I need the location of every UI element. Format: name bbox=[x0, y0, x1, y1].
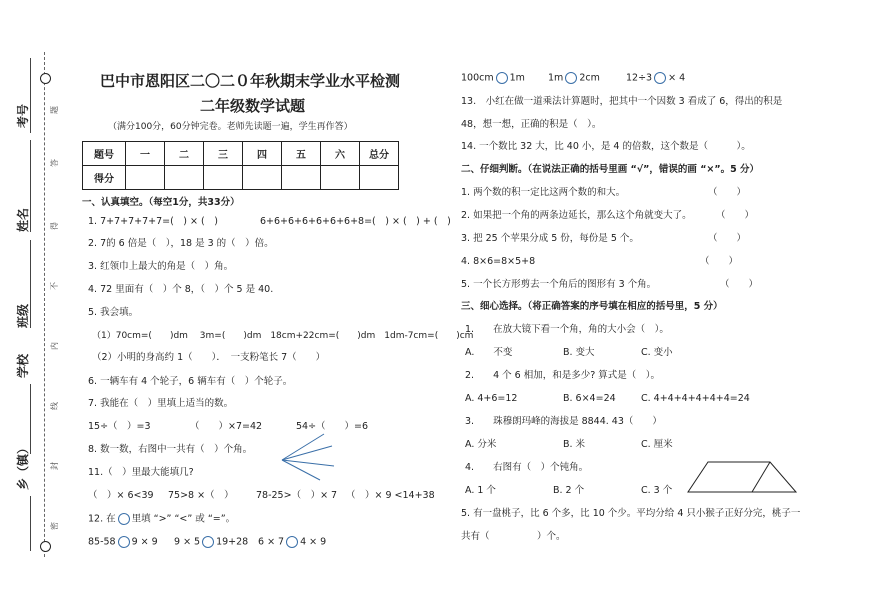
underline bbox=[30, 384, 32, 454]
section-2-title: 二、仔细判断。（在说法正确的括号里画 “√”，错误的画 “×”。5 分） bbox=[461, 164, 760, 175]
question-8: 8. 数一数，右图中一共有（ ）个角。 bbox=[88, 444, 253, 455]
question-11-3: 78-25>（ ）× 7 bbox=[256, 490, 338, 501]
ray bbox=[282, 446, 332, 460]
judge-5: 5. 一个长方形剪去一个角后的图形有 3 个角。 bbox=[461, 279, 657, 290]
judge-1-answer[interactable]: （ ） bbox=[708, 187, 747, 198]
compare-right: 1m bbox=[509, 72, 525, 84]
score-input-cell[interactable] bbox=[360, 166, 399, 190]
judge-1: 1. 两个数的积一定比这两个数的和大。 bbox=[461, 187, 626, 198]
question-11-1: （ ）× 6<39 bbox=[88, 490, 154, 501]
choice-4-a: A. 1 个 bbox=[465, 485, 496, 496]
choice-2: 2. 4 个 6 相加，和是多少? 算式是（ ）。 bbox=[465, 370, 661, 381]
choice-3-a: A. 分米 bbox=[465, 439, 497, 450]
dotted-char: 封 bbox=[50, 462, 59, 470]
question-4: 4. 72 里面有（ ）个 8，（ ）个 5 是 40. bbox=[88, 284, 274, 295]
question-7-2: （ ）×7=42 bbox=[190, 421, 263, 432]
compare-left: 9 × 5 bbox=[174, 536, 201, 548]
choice-3-b: B. 米 bbox=[563, 439, 586, 450]
underline bbox=[30, 496, 32, 551]
question-1a: 1. 7+7+7+7+7=( ) × ( ) bbox=[88, 216, 218, 227]
score-cell: 五 bbox=[282, 142, 321, 166]
question-7-1: 15÷（ ）=3 bbox=[88, 421, 151, 432]
score-cell: 得分 bbox=[83, 166, 126, 190]
question-13: 13. 小红在做一道乘法计算题时，把其中一个因数 3 看成了 6，得出的积是 bbox=[461, 96, 783, 107]
choice-1-b: B. 变大 bbox=[563, 347, 595, 358]
question-5: 5. 我会填。 bbox=[88, 307, 139, 318]
question-12-prefix: 12. 在 bbox=[88, 513, 116, 525]
score-table-header-row bbox=[83, 142, 399, 166]
choice-2-b: B. 6×4=24 bbox=[563, 393, 616, 404]
score-input-cell[interactable] bbox=[165, 166, 204, 190]
question-13-cont: 48，想一想，正确的积是（ ）。 bbox=[461, 119, 602, 130]
compare-row-1 bbox=[88, 536, 158, 549]
binding-hole bbox=[40, 73, 51, 84]
compare-row-6 bbox=[626, 72, 685, 85]
compare-right: 4 × 9 bbox=[300, 536, 327, 548]
question-5-right: 5. 有一盘桃子，比 6 个多，比 10 个少。平均分给 4 只小猴子正好分完，桃子一 bbox=[461, 508, 801, 519]
dotted-char: 内 bbox=[50, 342, 59, 350]
ray bbox=[282, 460, 320, 480]
dotted-char: 得 bbox=[50, 222, 59, 230]
choice-4-c: C. 3 个 bbox=[641, 485, 673, 496]
compare-right: × 4 bbox=[668, 72, 686, 84]
trapezoid-figure bbox=[686, 460, 798, 494]
compare-circle[interactable] bbox=[202, 536, 214, 548]
choice-1: 1. 在放大镜下看一个角，角的大小会（ ）。 bbox=[465, 324, 669, 335]
question-12-suffix: 里填 “>” “<” 或 “=”。 bbox=[131, 513, 236, 525]
compare-right: 9 × 9 bbox=[131, 536, 158, 548]
score-cell: 总分 bbox=[360, 142, 399, 166]
ray bbox=[282, 460, 334, 466]
choice-4-b: B. 2 个 bbox=[553, 485, 585, 496]
question-5-right-cont: 共有（ ）个。 bbox=[461, 531, 566, 542]
compare-right: 19+28 bbox=[216, 536, 249, 548]
exam-note: （满分100分，60分钟完卷。老师先读题一遍，学生再作答） bbox=[108, 122, 353, 132]
judge-4: 4. 8×6=8×5+8 bbox=[461, 256, 536, 267]
choice-2-c: C. 4+4+4+4+4+4=24 bbox=[641, 393, 750, 404]
score-table bbox=[82, 141, 399, 190]
compare-circle[interactable] bbox=[496, 72, 508, 84]
compare-circle[interactable] bbox=[118, 536, 130, 548]
question-6: 6. 一辆车有 4 个轮子，6 辆车有（ ）个轮子。 bbox=[88, 376, 293, 387]
question-2: 2. 7的 6 倍是（ ），18 是 3 的（ ）倍。 bbox=[88, 238, 274, 249]
question-11-4: （ ）× 9 <14+38 bbox=[346, 490, 435, 501]
question-1b: 6+6+6+6+6+6+6+8=( ) × ( ) + ( ) bbox=[260, 216, 451, 227]
score-cell: 题号 bbox=[83, 142, 126, 166]
label-name: 姓名 bbox=[16, 207, 30, 232]
score-input-cell[interactable] bbox=[282, 166, 321, 190]
dotted-char: 密 bbox=[50, 522, 59, 530]
compare-row-3 bbox=[258, 536, 326, 549]
judge-5-answer[interactable]: （ ） bbox=[720, 279, 759, 290]
question-5-2: （2）小明的身高约 1（ ）． 一支粉笔长 7（ ） bbox=[92, 352, 326, 363]
binding-hole bbox=[40, 541, 51, 552]
dotted-char: 题 bbox=[50, 106, 59, 114]
compare-right: 2cm bbox=[579, 72, 600, 84]
angle-rays-figure bbox=[280, 432, 340, 482]
label-exam-number: 考号 bbox=[16, 103, 30, 128]
score-table-score-row bbox=[83, 166, 399, 190]
choice-1-c: C. 变小 bbox=[641, 347, 673, 358]
compare-row-2 bbox=[174, 536, 248, 549]
compare-row-4 bbox=[461, 72, 525, 85]
exam-subtitle: 二年级数学试题 bbox=[200, 97, 306, 115]
choice-3-c: C. 厘米 bbox=[641, 439, 673, 450]
score-input-cell[interactable] bbox=[321, 166, 360, 190]
choice-4: 4. 右图有（ ）个钝角。 bbox=[465, 462, 589, 473]
section-3-title: 三、细心选择。（将正确答案的序号填在相应的括号里，5 分） bbox=[461, 301, 723, 312]
compare-left: 6 × 7 bbox=[258, 536, 285, 548]
question-11: 11.（ ）里最大能填几? bbox=[88, 467, 194, 478]
question-11-2: 75>8 ×（ ） bbox=[168, 490, 234, 501]
compare-left: 85-58 bbox=[88, 536, 116, 548]
question-3: 3. 红领巾上最大的角是（ ）角。 bbox=[88, 261, 234, 272]
ray bbox=[282, 434, 324, 460]
question-7-3: 54÷（ ）=6 bbox=[296, 421, 369, 432]
compare-circle[interactable] bbox=[286, 536, 298, 548]
label-township: 乡（镇） bbox=[16, 441, 30, 490]
section-1-title: 一、认真填空。（每空1分，共33分） bbox=[82, 197, 240, 208]
score-cell: 三 bbox=[204, 142, 243, 166]
dotted-char: 答 bbox=[50, 159, 59, 167]
dotted-char: 线 bbox=[50, 402, 59, 410]
question-7: 7. 我能在（ ）里填上适当的数。 bbox=[88, 398, 234, 409]
compare-left: 12÷3 bbox=[626, 72, 653, 84]
judge-3: 3. 把 25 个苹果分成 5 份，每份是 5 个。 bbox=[461, 233, 639, 244]
binding-line bbox=[44, 52, 46, 557]
question-12 bbox=[88, 513, 235, 526]
score-input-cell[interactable] bbox=[204, 166, 243, 190]
score-cell: 一 bbox=[126, 142, 165, 166]
score-cell: 二 bbox=[165, 142, 204, 166]
underline bbox=[30, 140, 32, 232]
compare-left: 100cm bbox=[461, 72, 494, 84]
score-cell: 六 bbox=[321, 142, 360, 166]
choice-3: 3. 珠穆朗玛峰的海拔是 8844. 43（ ） bbox=[465, 416, 662, 427]
label-school: 学校 bbox=[16, 353, 30, 378]
judge-4-answer[interactable]: （ ） bbox=[700, 256, 739, 267]
compare-circle[interactable] bbox=[654, 72, 666, 84]
trapezoid-outline bbox=[688, 462, 796, 492]
choice-2-a: A. 4+6=12 bbox=[465, 393, 518, 404]
dotted-char: 不 bbox=[50, 282, 59, 290]
judge-2: 2. 如果把一个角的两条边延长，那么这个角就变大了。 bbox=[461, 210, 692, 221]
trapezoid-divider bbox=[752, 462, 770, 492]
exam-title: 巴中市恩阳区二〇二０年秋期末学业水平检测 bbox=[100, 72, 401, 90]
question-14: 14. 一个数比 32 大，比 40 小，是 4 的倍数，这个数是（ ）。 bbox=[461, 141, 751, 152]
compare-left: 1m bbox=[548, 72, 564, 84]
compare-circle[interactable] bbox=[118, 513, 130, 525]
underline bbox=[30, 58, 32, 133]
compare-row-5 bbox=[548, 72, 600, 85]
compare-circle[interactable] bbox=[565, 72, 577, 84]
score-input-cell[interactable] bbox=[243, 166, 282, 190]
judge-2-answer[interactable]: （ ） bbox=[716, 210, 755, 221]
choice-1-a: A. 不变 bbox=[465, 347, 513, 358]
underline bbox=[30, 240, 32, 328]
question-5-1: （1）70cm=( )dm 3m=( )dm 18cm+22cm=( )dm 1dm-7cm=( )cm bbox=[92, 331, 474, 341]
judge-3-answer[interactable]: （ ） bbox=[708, 233, 747, 244]
label-class: 班级 bbox=[16, 303, 30, 328]
score-cell: 四 bbox=[243, 142, 282, 166]
score-input-cell[interactable] bbox=[126, 166, 165, 190]
